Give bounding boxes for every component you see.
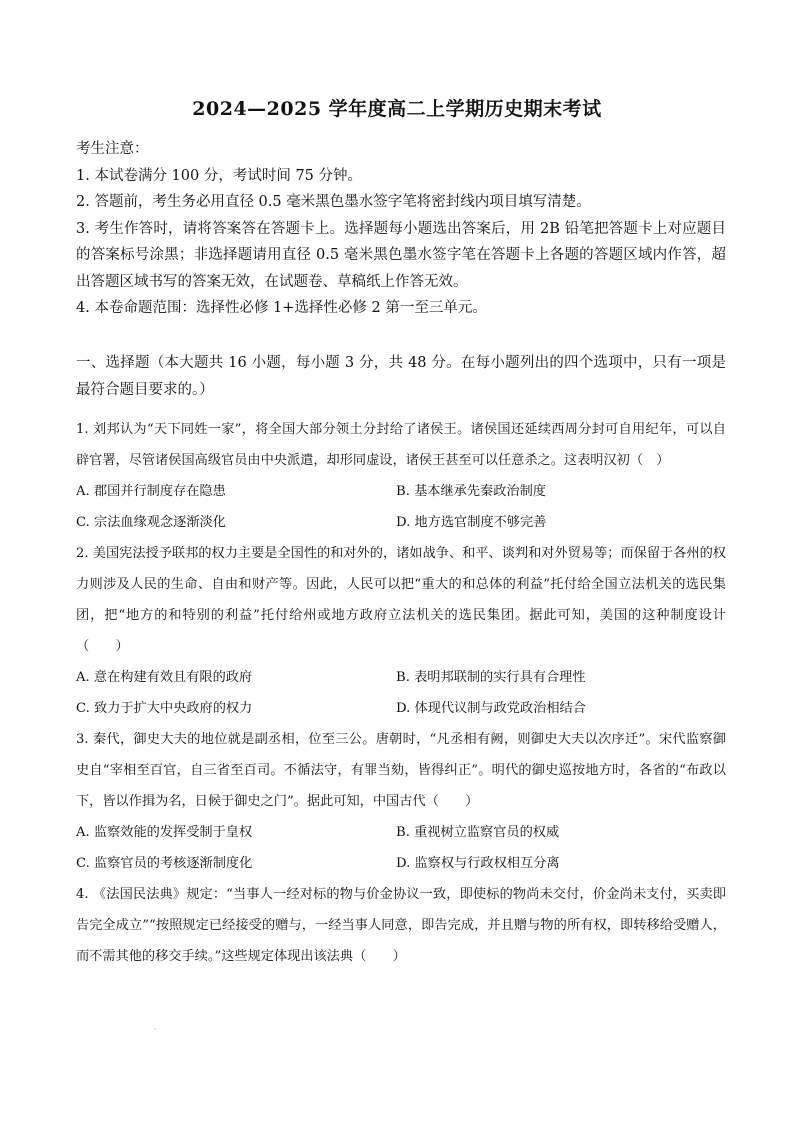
option-grid	[76, 817, 726, 879]
option-b: B. 表明邦联制的实行具有合理性	[396, 670, 586, 685]
note-item-2: 2. 答题前，考生务必用直径 0.5 毫米黑色墨水签字笔将密封线内项目填写清楚。	[76, 194, 591, 210]
option-c: C. 监察官员的考核逐渐制度化	[76, 856, 253, 871]
question-text: 1. 刘邦认为“天下同姓一家”，将全国大部分领土分封给了诸侯王。诸侯国还延续西周分封可自用纪年，可以自辟官署，尽管诸侯国高级官员由中央派遣，却形同虚设，诸侯王甚至可以任意杀之。这表明汉初（ ）	[76, 422, 726, 468]
question-list	[76, 414, 726, 972]
exam-notes	[76, 136, 726, 322]
option-d: D. 体现代议制与政党政治相结合	[396, 701, 586, 716]
note-item-3: 3. 考生作答时，请将答案答在答题卡上。选择题每小题选出答案后，用 2B 铅笔把答题卡上对应题目的答案标号涂黑；非选择题请用直径 0.5 毫米黑色墨水签字笔在答题卡上各题的答题区域内作答，超出答题区域书写的答案无效，在试题卷、草稿纸上作答无效。	[76, 220, 726, 290]
question-text: 4. 《法国民法典》规定：“当事人一经对标的物与价金协议一致，即使标的物尚未交付，价金尚未支付，买卖即告完全成立”“按照规定已经接受的赠与，一经当事人同意，即告完成，并且赠与物的所有权，即转移给受赠人，而不需其他的移交手续。”这些规定体现出该法典（ ）	[76, 887, 726, 964]
section-heading: 一、选择题（本大题共 16 小题，每小题 3 分，共 48 分。在每小题列出的四个选项中，只有一项是最符合题目要求的。）	[76, 355, 726, 398]
option-a: A. 监察效能的发挥受制于皇权	[76, 825, 253, 840]
page-title: 2024—2025 学年度高二上学期历史期末考试	[192, 98, 602, 120]
footer-mark: ·	[154, 1025, 157, 1034]
option-grid	[76, 662, 726, 724]
question-3	[76, 724, 726, 879]
question-1	[76, 414, 726, 538]
option-c: C. 宗法血缘观念逐渐淡化	[76, 515, 226, 530]
question-4	[76, 879, 726, 972]
note-item-4: 4. 本卷命题范围：选择性必修 1+选择性必修 2 第一至三单元。	[76, 300, 487, 316]
option-grid	[76, 476, 726, 538]
section-heading-wrap	[76, 350, 726, 403]
option-d: D. 地方选官制度不够完善	[396, 515, 547, 530]
option-c: C. 致力于扩大中央政府的权力	[76, 701, 253, 716]
note-item-1: 1. 本试卷满分 100 分，考试时间 75 分钟。	[76, 167, 363, 184]
option-b: B. 基本继承先秦政治制度	[396, 484, 546, 499]
option-b: B. 重视树立监察官员的权威	[396, 825, 560, 840]
option-d: D. 监察权与行政权相互分离	[396, 856, 560, 871]
question-text: 3. 秦代，御史大夫的地位就是副丞相，位至三公。唐朝时，“凡丞相有阙，则御史大夫以次序迁”。宋代监察御史自“宰相至百官，自三省至百司。不循法守，有罪当劾，皆得纠正”。明代的御史巡按地方时，各省的“布政以下，皆以作揖为名，日候于御史之门”。据此可知，中国古代（ ）	[76, 732, 726, 809]
notes-heading: 考生注意：	[76, 141, 149, 157]
option-a: A. 郡国并行制度存在隐患	[76, 484, 226, 499]
question-2	[76, 538, 726, 724]
question-text: 2. 美国宪法授予联邦的权力主要是全国性的和对外的，诸如战争、和平、谈判和对外贸易等；而保留于各州的权力则涉及人民的生命、自由和财产等。因此，人民可以把“重大的和总体的利益”托付给全国立法机关的选民集团，把“地方的和特别的利益”托付给州或地方政府立法机关的选民集团。据此可知，美国的这种制度设计（ ）	[76, 546, 726, 654]
option-a: A. 意在构建有效且有限的政府	[76, 670, 253, 685]
